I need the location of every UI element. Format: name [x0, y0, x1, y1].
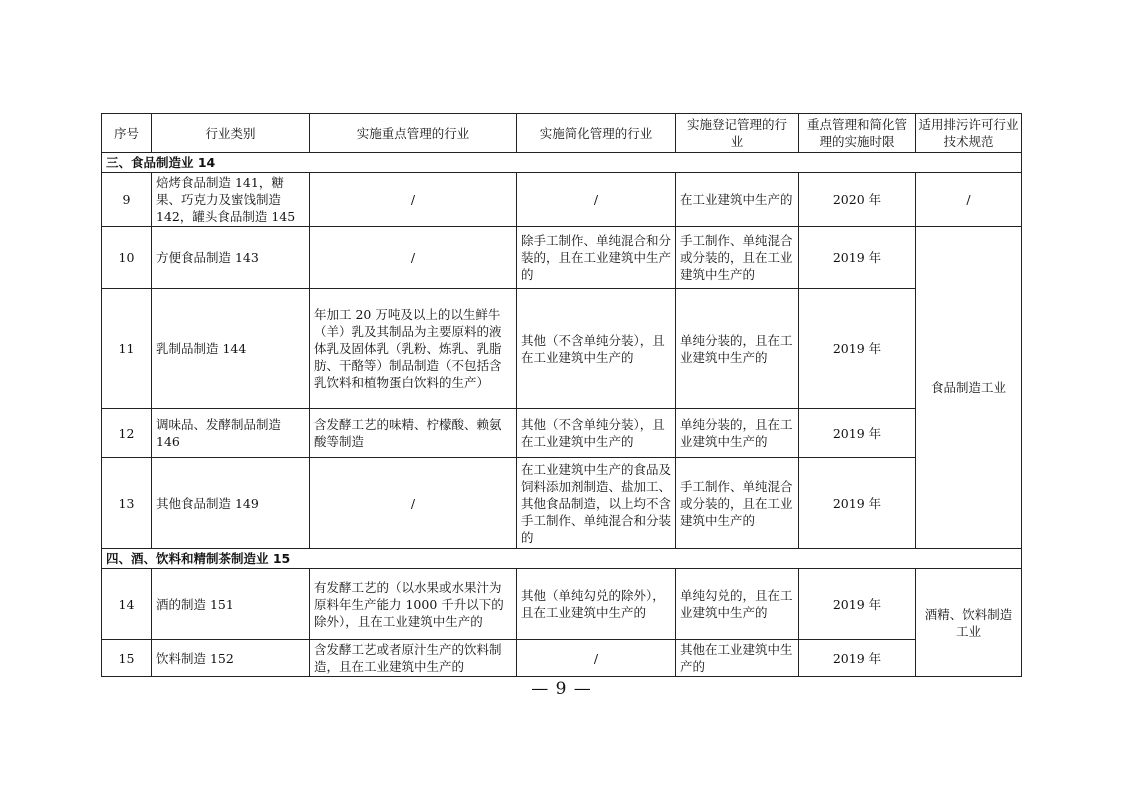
- table-row: [102, 409, 1022, 458]
- section-title: 三、食品制造业 14: [102, 153, 1022, 173]
- spec-food-manufacturing: 食品制造工业: [916, 227, 1022, 549]
- row-key: 含发酵工艺或者原汁生产的饮料制造，且在工业建筑中生产的: [310, 640, 517, 677]
- row-simple: 在工业建筑中生产的食品及饲料添加剂制造、盐加工、其他食品制造，以上均不含手工制作、单纯混合和分装的: [517, 458, 676, 549]
- section-row: [102, 549, 1022, 569]
- row-category: 饮料制造 152: [152, 640, 310, 677]
- row-key: 有发酵工艺的（以水果或水果汁为原料年生产能力 1000 千升以下的除外），且在工业建筑中生产的: [310, 569, 517, 640]
- row-time: 2019 年: [799, 289, 916, 409]
- row-key: /: [310, 458, 517, 549]
- row-category: 酒的制造 151: [152, 569, 310, 640]
- row-key: /: [310, 173, 517, 227]
- row-time: 2019 年: [799, 640, 916, 677]
- row-simple: 其他（不含单纯分装），且在工业建筑中生产的: [517, 289, 676, 409]
- row-category: 方便食品制造 143: [152, 227, 310, 289]
- row-no: 14: [102, 569, 152, 640]
- permit-classification-table: [101, 113, 1022, 677]
- row-simple: /: [517, 640, 676, 677]
- header-technical-spec: 适用排污许可行业技术规范: [916, 114, 1022, 153]
- row-simple: 除手工制作、单纯混合和分装的，且在工业建筑中生产的: [517, 227, 676, 289]
- row-no: 10: [102, 227, 152, 289]
- spec-beverage-manufacturing: 酒精、饮料制造工业: [916, 569, 1022, 677]
- row-key: 含发酵工艺的味精、柠檬酸、赖氨酸等制造: [310, 409, 517, 458]
- row-no: 13: [102, 458, 152, 549]
- table-row: [102, 173, 1022, 227]
- row-simple: 其他（单纯勾兑的除外），且在工业建筑中生产的: [517, 569, 676, 640]
- row-time: 2019 年: [799, 227, 916, 289]
- row-time: 2019 年: [799, 458, 916, 549]
- row-key: 年加工 20 万吨及以上的以生鲜牛（羊）乳及其制品为主要原料的液体乳及固体乳（乳粉、炼乳、乳脂肪、干酪等）制品制造（不包括含乳饮料和植物蛋白饮料的生产）: [310, 289, 517, 409]
- table-row: [102, 458, 1022, 549]
- row-simple: /: [517, 173, 676, 227]
- row-register: 在工业建筑中生产的: [676, 173, 799, 227]
- row-category: 焙烤食品制造 141，糖果、巧克力及蜜饯制造 142，罐头食品制造 145: [152, 173, 310, 227]
- header-time-limit: 重点管理和简化管理的实施时限: [799, 114, 916, 153]
- row-register: 手工制作、单纯混合或分装的，且在工业建筑中生产的: [676, 458, 799, 549]
- header-row: [102, 114, 1022, 153]
- section-title: 四、酒、饮料和精制茶制造业 15: [102, 549, 1022, 569]
- header-category: 行业类别: [152, 114, 310, 153]
- row-spec: /: [916, 173, 1022, 227]
- header-key-management: 实施重点管理的行业: [310, 114, 517, 153]
- page-number: — 9 —: [531, 679, 592, 699]
- row-register: 其他在工业建筑中生产的: [676, 640, 799, 677]
- row-register: 单纯勾兑的，且在工业建筑中生产的: [676, 569, 799, 640]
- header-registration-management: 实施登记管理的行 业: [676, 114, 799, 153]
- row-category: 调味品、发酵制品制造 146: [152, 409, 310, 458]
- table-row: [102, 569, 1022, 640]
- row-no: 9: [102, 173, 152, 227]
- row-time: 2019 年: [799, 569, 916, 640]
- row-key: /: [310, 227, 517, 289]
- header-no: 序号: [102, 114, 152, 153]
- row-time: 2019 年: [799, 409, 916, 458]
- row-no: 12: [102, 409, 152, 458]
- row-simple: 其他（不含单纯分装），且在工业建筑中生产的: [517, 409, 676, 458]
- table-row: [102, 227, 1022, 289]
- row-no: 11: [102, 289, 152, 409]
- header-simplified-management: 实施简化管理的行业: [517, 114, 676, 153]
- section-row: [102, 153, 1022, 173]
- row-register: 单纯分装的，且在工业建筑中生产的: [676, 409, 799, 458]
- table-row: [102, 289, 1022, 409]
- row-register: 单纯分装的，且在工业建筑中生产的: [676, 289, 799, 409]
- row-time: 2020 年: [799, 173, 916, 227]
- table-row: [102, 640, 1022, 677]
- row-register: 手工制作、单纯混合或分装的，且在工业建筑中生产的: [676, 227, 799, 289]
- row-no: 15: [102, 640, 152, 677]
- row-category: 乳制品制造 144: [152, 289, 310, 409]
- row-category: 其他食品制造 149: [152, 458, 310, 549]
